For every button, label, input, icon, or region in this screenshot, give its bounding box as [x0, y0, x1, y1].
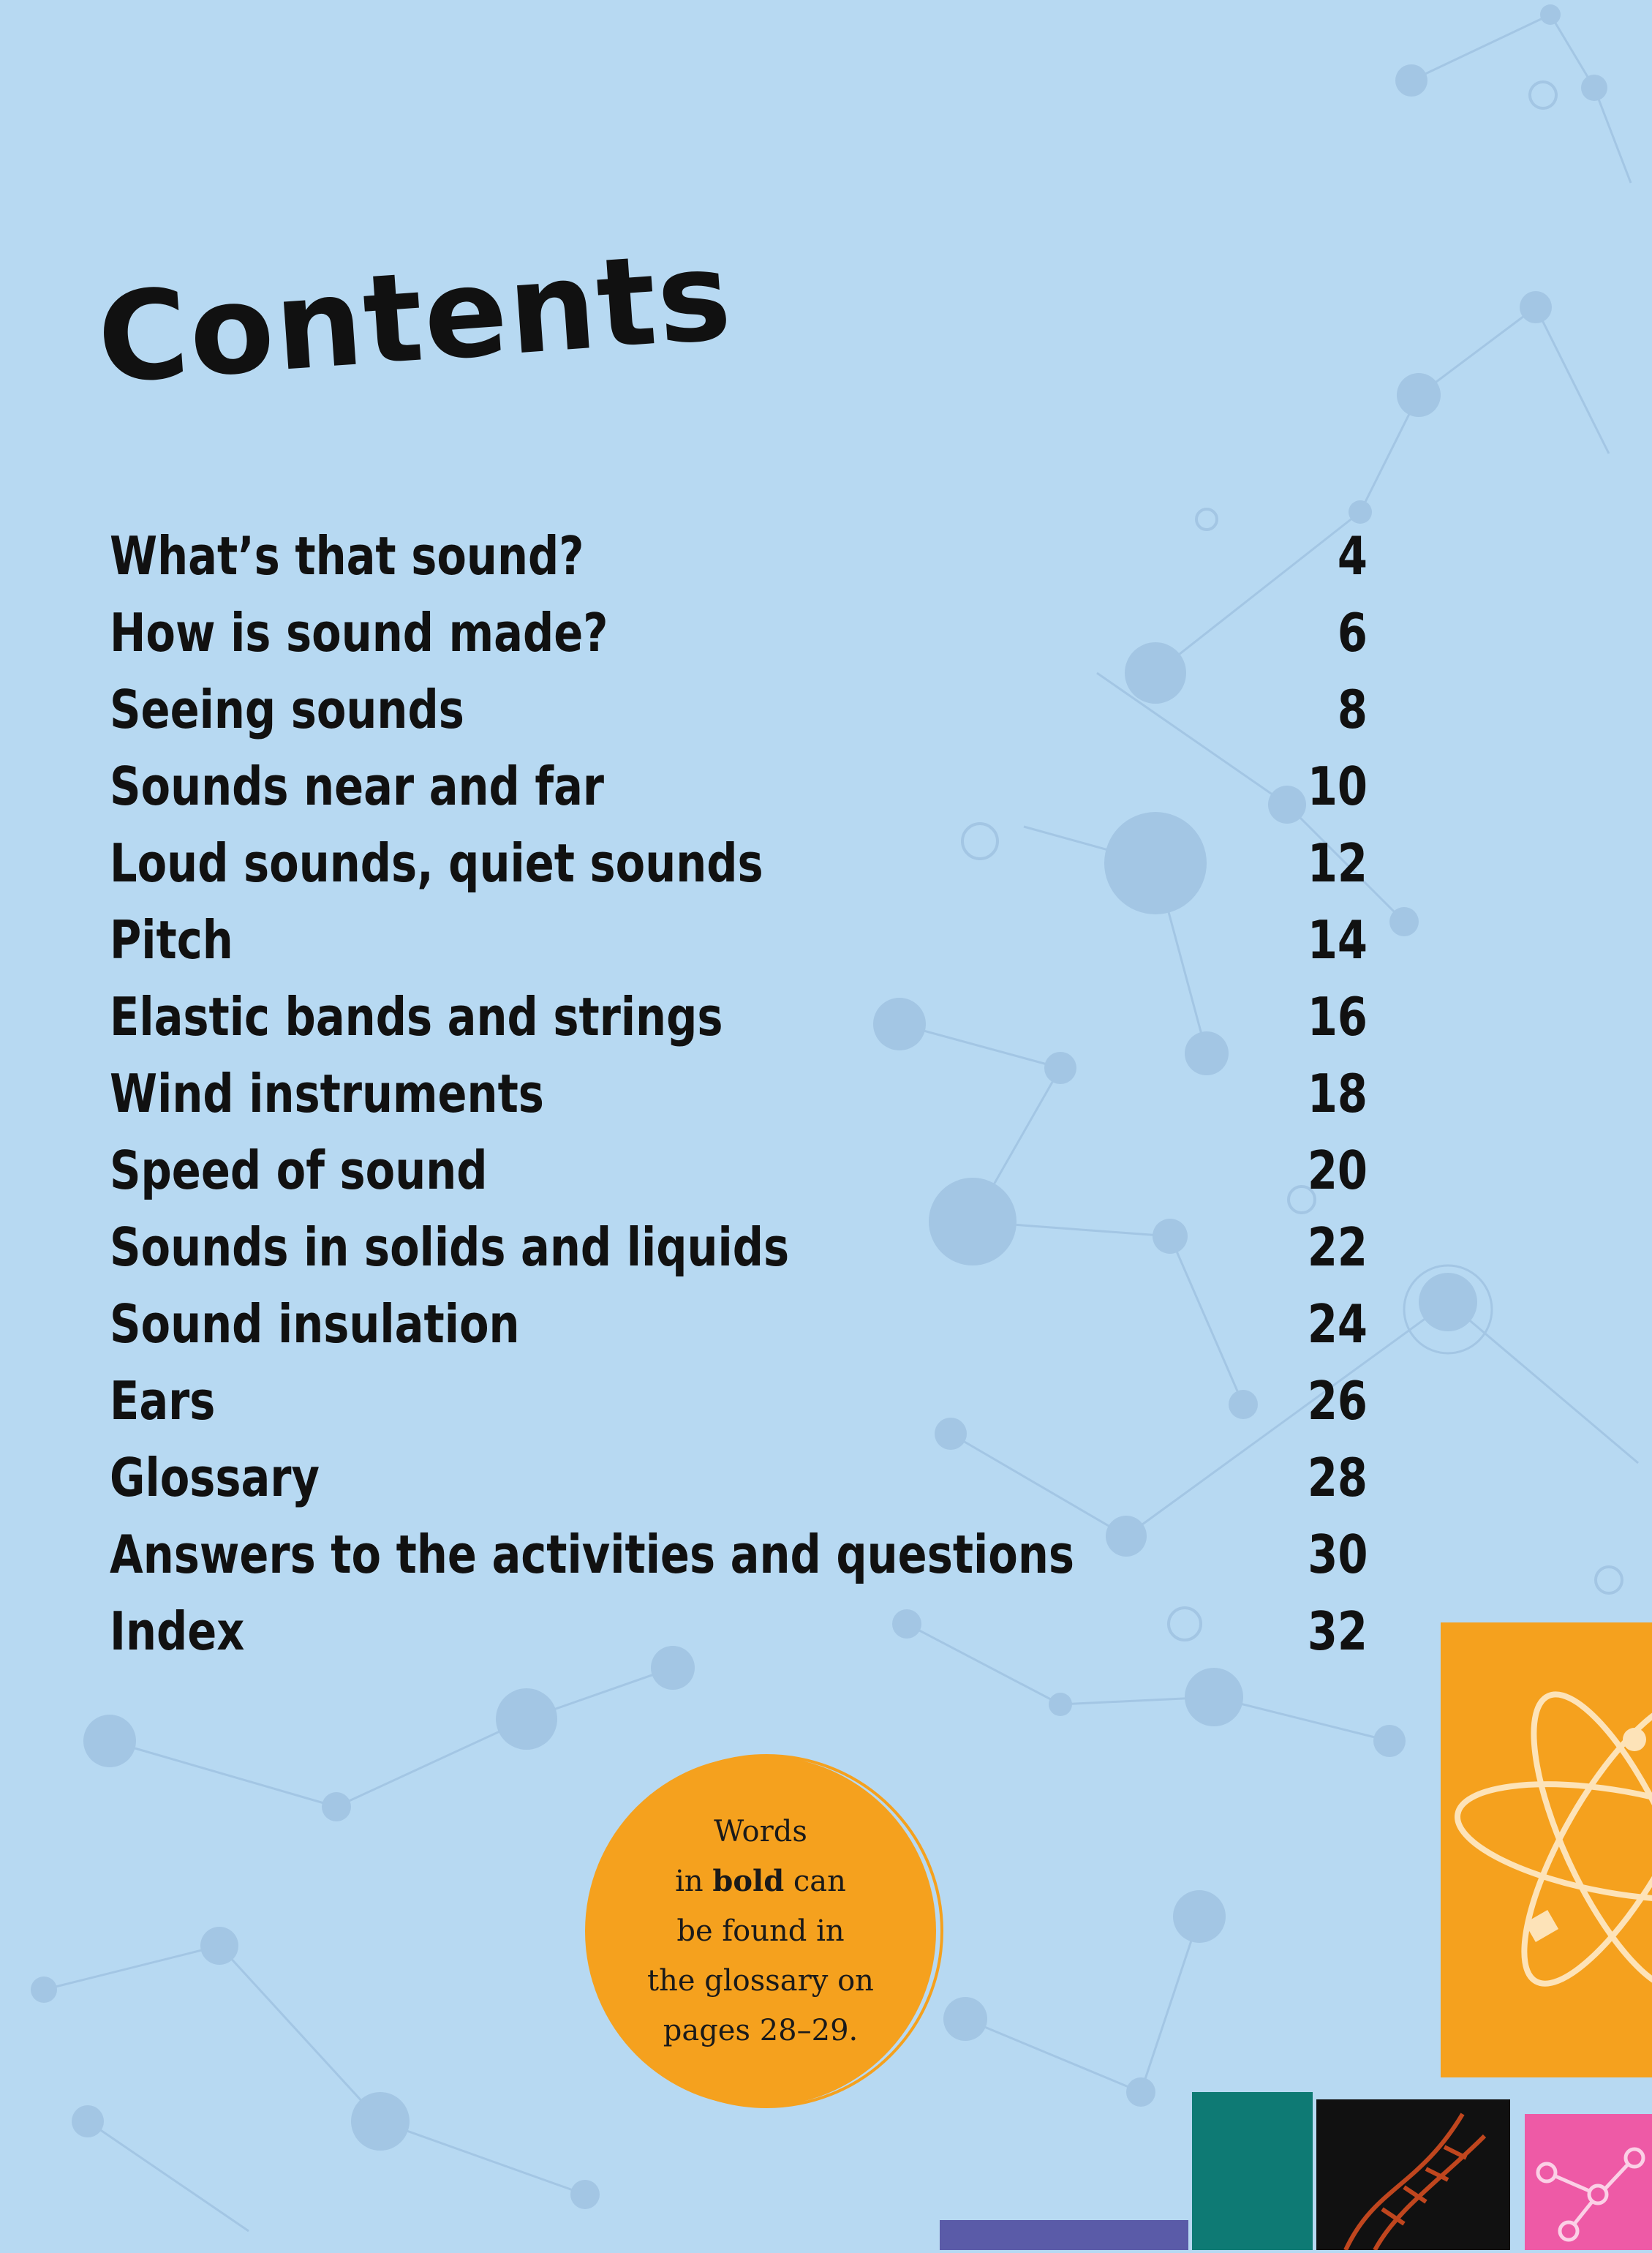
note-line: the glossary on: [647, 1964, 874, 1998]
toc-entry-page: 10: [1307, 756, 1368, 817]
note-line: Words: [714, 1815, 807, 1848]
toc-row[interactable]: [110, 986, 1368, 1063]
toc-row[interactable]: [110, 1063, 1368, 1140]
toc-row[interactable]: [110, 1524, 1368, 1601]
toc-row[interactable]: [110, 525, 1368, 602]
dna-icon: [1316, 2099, 1510, 2250]
molecule-tile: [1525, 2114, 1652, 2250]
toc-entry-title: Glossary: [110, 1447, 320, 1508]
toc-entry-title: Sounds near and far: [110, 756, 605, 817]
toc-entry-page: 8: [1337, 679, 1368, 740]
note-line: be found in: [676, 1914, 845, 1948]
toc-entry-page: 20: [1307, 1140, 1368, 1201]
toc-entry-page: 16: [1307, 986, 1368, 1047]
toc-row[interactable]: [110, 756, 1368, 832]
toc-entry-page: 14: [1307, 909, 1368, 971]
toc-entry-title: Seeing sounds: [110, 679, 464, 740]
toc-entry-page: 24: [1307, 1293, 1368, 1355]
toc-entry-title: Sound insulation: [110, 1293, 520, 1355]
toc-entry-page: 6: [1337, 602, 1368, 663]
purple-tile: [940, 2220, 1188, 2250]
atom-icon: [1441, 1622, 1652, 2077]
toc-entry-page: 26: [1307, 1370, 1368, 1432]
toc-entry-title: Ears: [110, 1370, 216, 1432]
toc-entry-title: Answers to the activities and questions: [110, 1524, 1075, 1585]
toc-row[interactable]: [110, 1447, 1368, 1524]
atom-tile: [1441, 1622, 1652, 2077]
teal-tile: [1192, 2092, 1313, 2250]
toc-row[interactable]: [110, 1293, 1368, 1370]
toc-row[interactable]: [110, 909, 1368, 986]
note-line: [614, 1857, 907, 1906]
toc-row[interactable]: [110, 1216, 1368, 1293]
toc-entry-page: 32: [1307, 1601, 1368, 1662]
toc-entry-page: 22: [1307, 1216, 1368, 1278]
toc-row[interactable]: [110, 832, 1368, 909]
table-of-contents: [110, 525, 1368, 1677]
glossary-note: [585, 1756, 936, 2107]
toc-entry-title: Elastic bands and strings: [110, 986, 723, 1047]
molecule-icon: [1525, 2114, 1652, 2250]
toc-row[interactable]: [110, 1370, 1368, 1447]
toc-entry-page: 4: [1337, 525, 1368, 587]
toc-row[interactable]: [110, 1140, 1368, 1216]
toc-entry-page: 12: [1307, 832, 1368, 894]
toc-entry-title: How is sound made?: [110, 602, 608, 663]
toc-entry-title: Sounds in solids and liquids: [110, 1216, 790, 1278]
toc-entry-title: Pitch: [110, 909, 233, 971]
toc-entry-title: What’s that sound?: [110, 525, 584, 587]
toc-entry-title: Speed of sound: [110, 1140, 488, 1201]
dna-tile: [1316, 2099, 1510, 2250]
toc-entry-page: 18: [1307, 1063, 1368, 1124]
toc-entry-title: Loud sounds, quiet sounds: [110, 832, 763, 894]
glossary-note-text: [614, 1807, 907, 2055]
note-line: pages 28–29.: [663, 2014, 859, 2047]
toc-entry-page: 28: [1307, 1447, 1368, 1508]
toc-row[interactable]: [110, 679, 1368, 756]
toc-entry-title: Index: [110, 1601, 245, 1662]
toc-row[interactable]: [110, 602, 1368, 679]
note-bold-word: bold: [712, 1864, 785, 1898]
toc-entry-title: Wind instruments: [110, 1063, 544, 1124]
toc-row[interactable]: [110, 1601, 1368, 1677]
page-title: Contents: [93, 223, 737, 411]
note-text-part: can: [784, 1865, 846, 1898]
toc-entry-page: 30: [1307, 1524, 1368, 1585]
note-text-part: in: [675, 1865, 713, 1898]
